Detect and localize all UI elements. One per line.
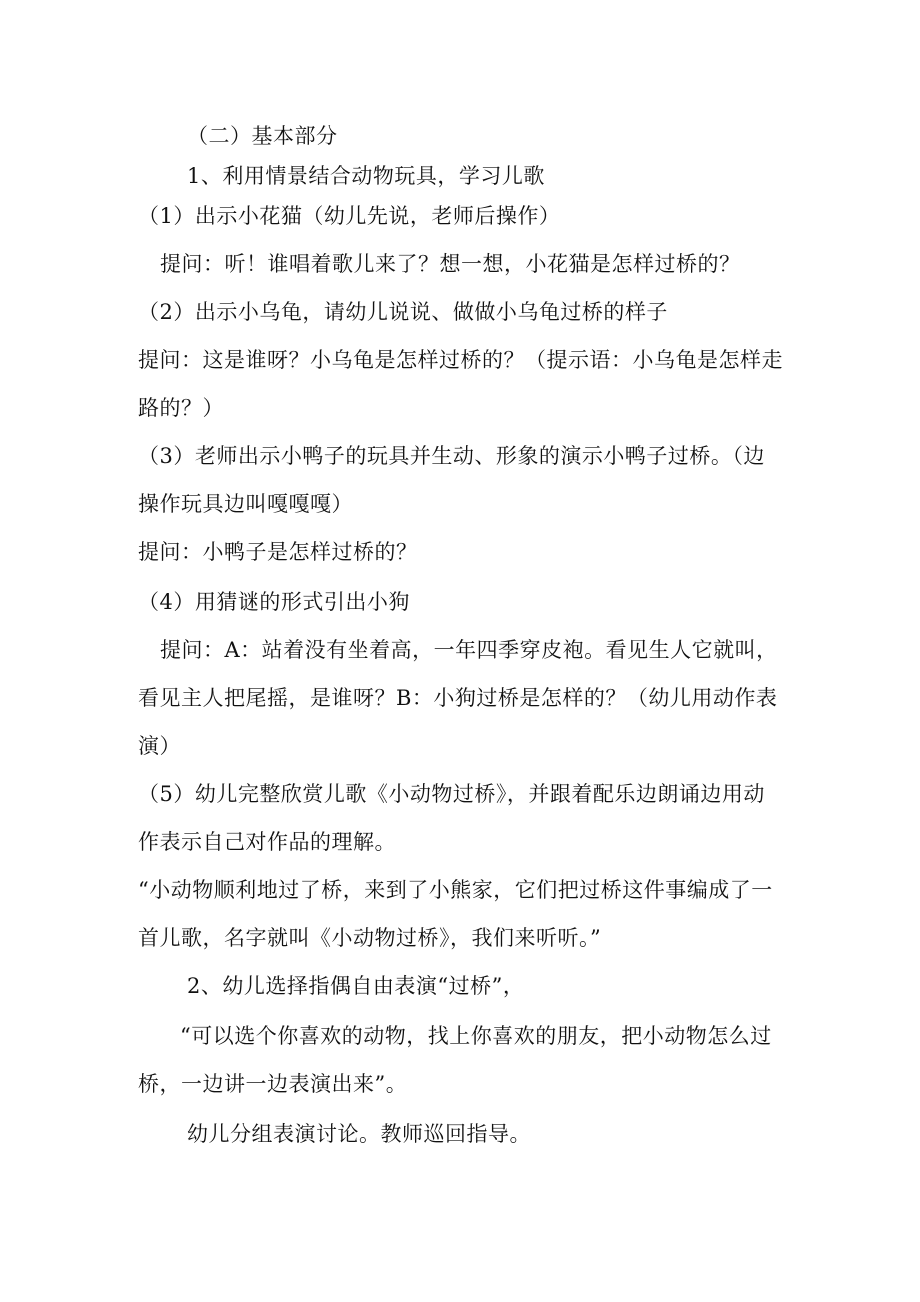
paragraph-line: （4）用猜谜的形式引出小狗 xyxy=(138,590,410,614)
paragraph-line: 首儿歌，名字就叫《小动物过桥》，我们来听听。” xyxy=(138,926,602,950)
paragraph-line: 提问：这是谁呀？小乌龟是怎样过桥的？（提示语：小乌龟是怎样走 xyxy=(138,348,783,372)
paragraph-line: “可以选个你喜欢的动物，找上你喜欢的朋友，把小动物怎么过 xyxy=(180,1024,772,1048)
paragraph-line: 路的？） xyxy=(138,396,224,420)
paragraph-line: 操作玩具边叫嘎嘎嘎） xyxy=(138,492,353,516)
subsection-heading-2: 2、幼儿选择指偶自由表演“过桥”， xyxy=(187,974,525,998)
subsection-heading-1: 1、利用情景结合动物玩具，学习儿歌 xyxy=(187,164,545,188)
paragraph-line: “小动物顺利地过了桥，来到了小熊家，它们把过桥这件事编成了一 xyxy=(138,878,773,902)
paragraph-line: （2）出示小乌龟，请幼儿说说、做做小乌龟过桥的样子 xyxy=(138,300,668,324)
paragraph-line: 看见主人把尾摇，是谁呀？B：小狗过桥是怎样的？（幼儿用动作表 xyxy=(138,686,778,710)
paragraph-line: （3）老师出示小鸭子的玩具并生动、形象的演示小鸭子过桥。（边 xyxy=(138,444,765,468)
paragraph-line: 演） xyxy=(138,734,181,758)
section-heading: （二）基本部分 xyxy=(187,124,338,148)
paragraph-line: 幼儿分组表演讨论。教师巡回指导。 xyxy=(187,1122,531,1146)
paragraph-line: 作表示自己对作品的理解。 xyxy=(138,830,396,854)
paragraph-line: 提问：听！谁唱着歌儿来了？想一想，小花猫是怎样过桥的？ xyxy=(160,252,741,276)
paragraph-line: 桥，一边讲一边表演出来”。 xyxy=(138,1072,408,1096)
paragraph-line: 提问：小鸭子是怎样过桥的？ xyxy=(138,540,418,564)
paragraph-line: （5）幼儿完整欣赏儿歌《小动物过桥》，并跟着配乐边朗诵边用动 xyxy=(138,782,765,806)
paragraph-line: 提问：A：站着没有坐着高，一年四季穿皮袍。看见生人它就叫， xyxy=(160,638,778,662)
paragraph-line: （1）出示小花猫（幼儿先说，老师后操作） xyxy=(138,204,561,228)
